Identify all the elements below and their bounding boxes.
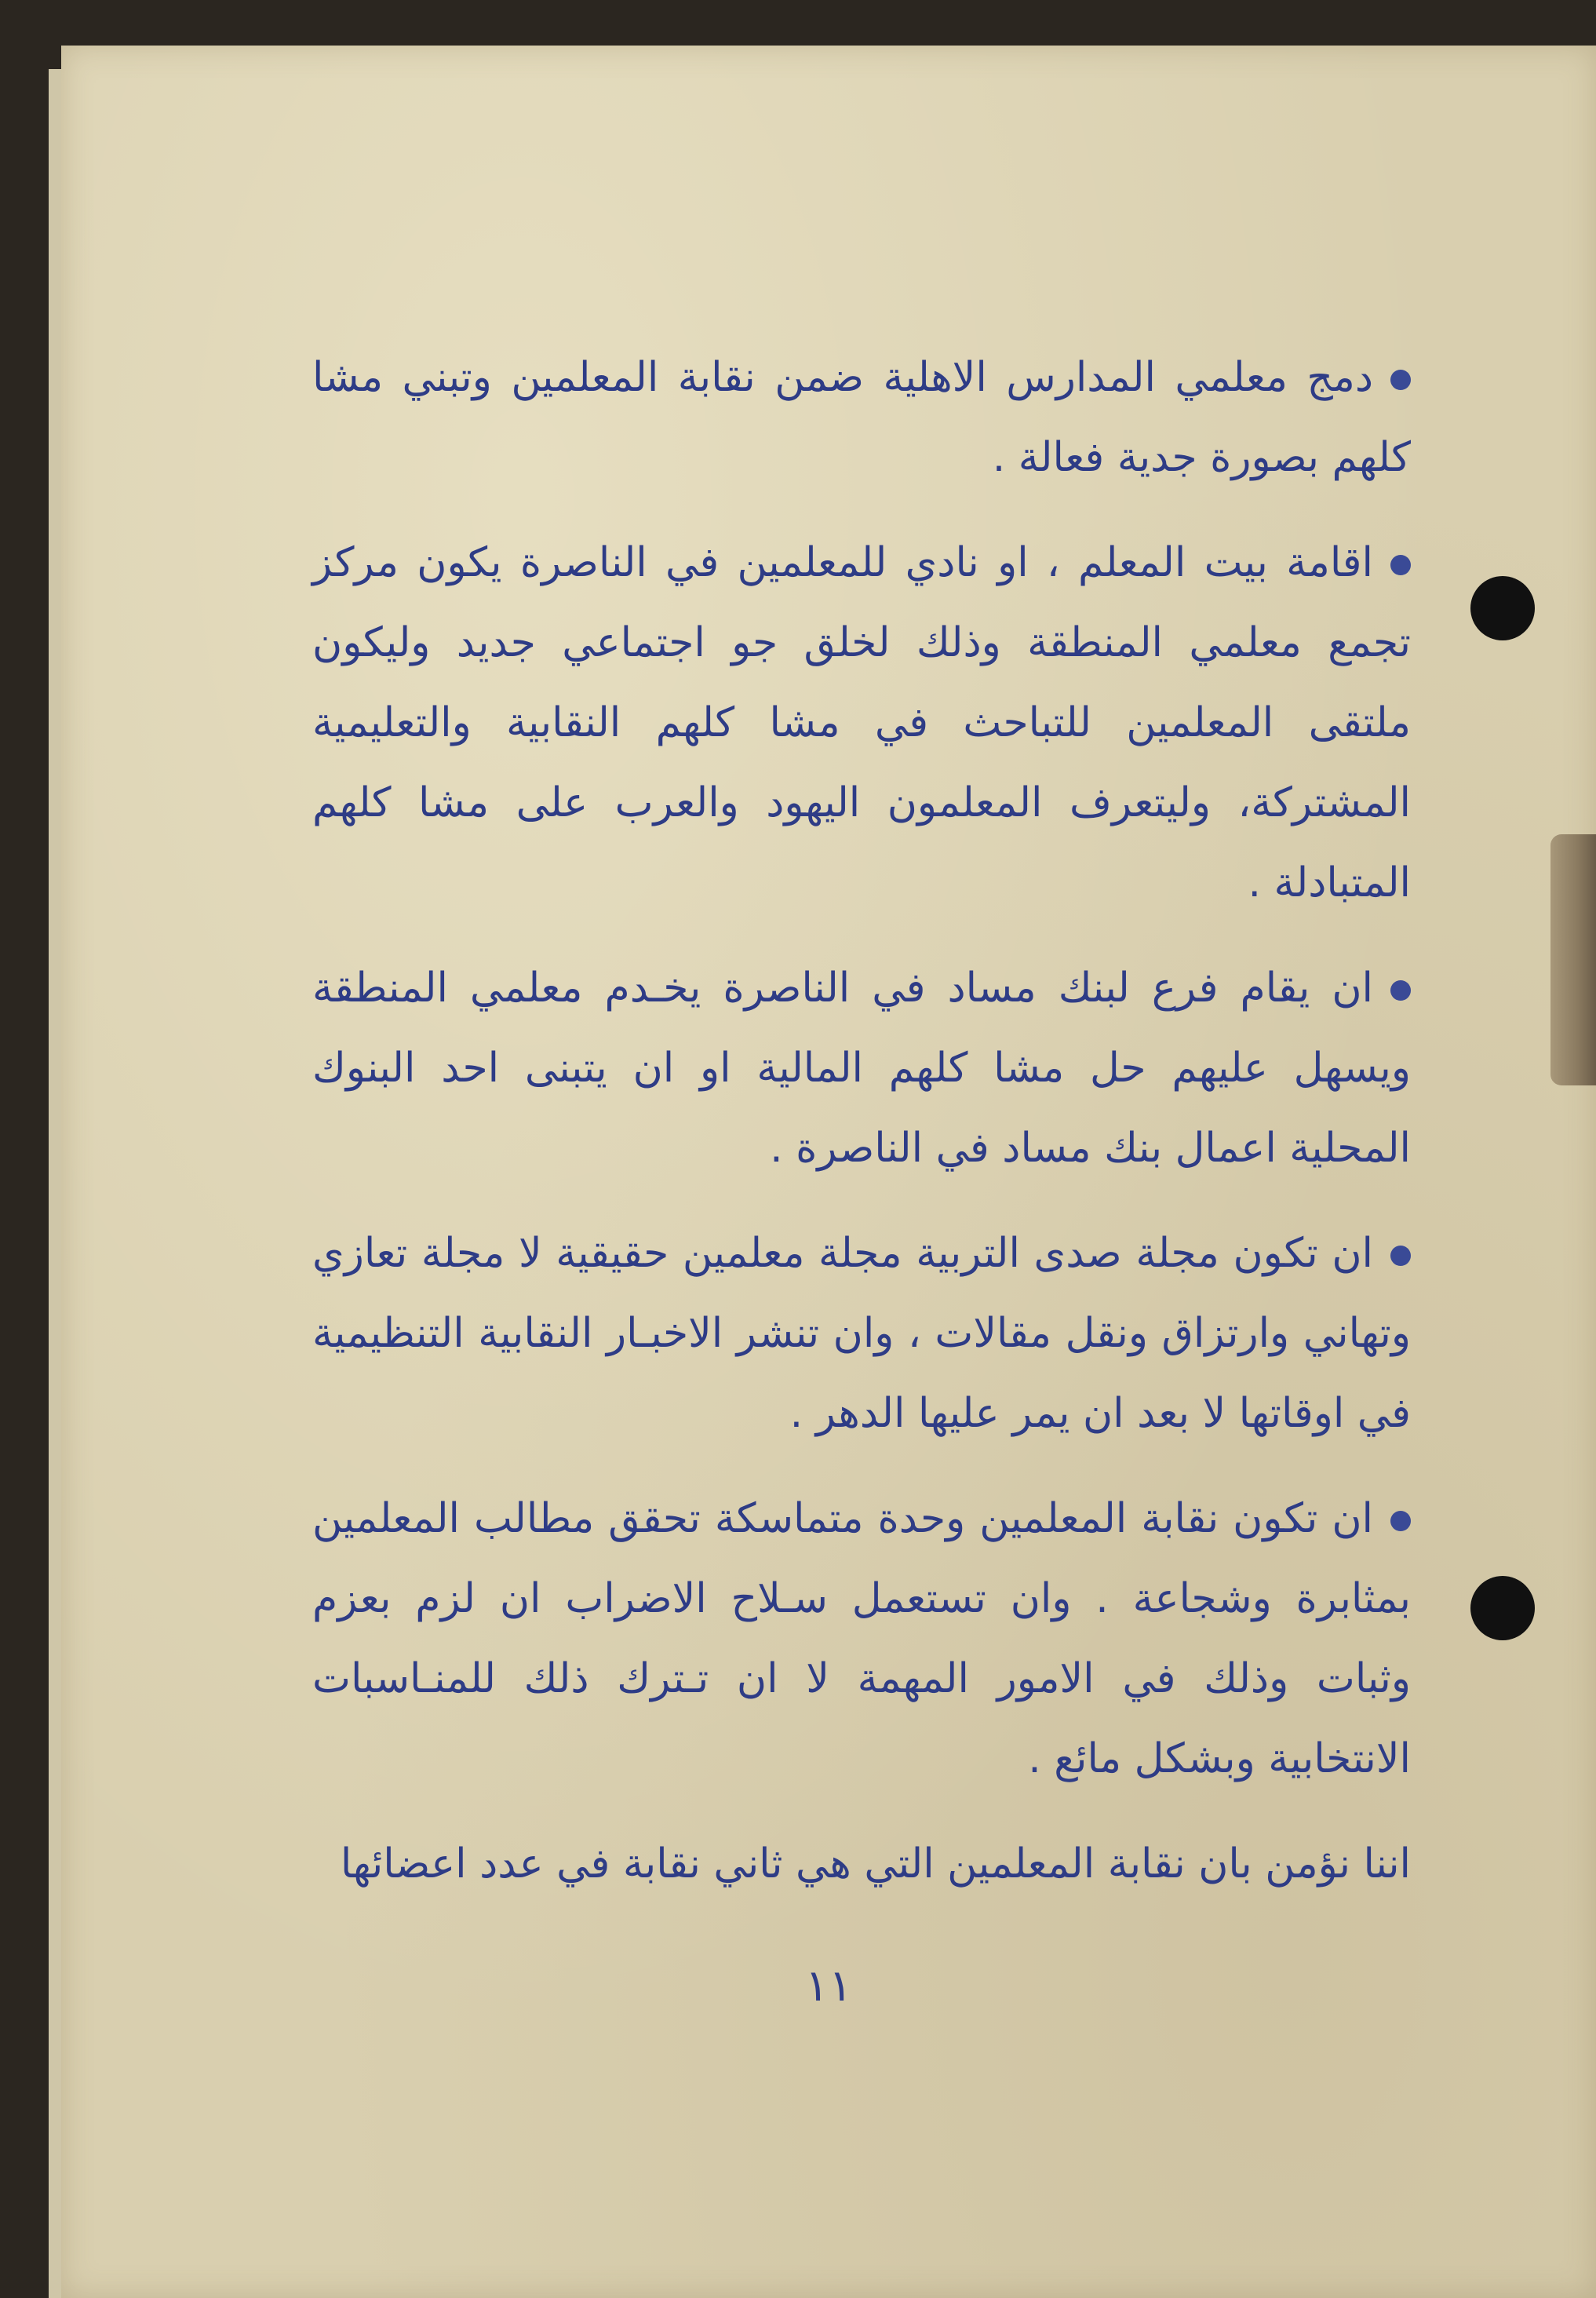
- bullet-paragraph-2: [312, 523, 1411, 923]
- bullet-paragraph-1: [312, 337, 1411, 498]
- bullet-icon: [1390, 555, 1411, 575]
- paragraph-text: ان تكون مجلة صدى التربية مجلة معلمين حقيقية لا مجلة تعازي وتهاني وارتزاق ونقل مقالات ، وان تنشر الاخبـار النقابية التنظيمية في اوقاتها لا بعد ان يمر عليها الدهر .: [312, 1230, 1411, 1437]
- binding-clip: [1550, 834, 1596, 1085]
- paragraph-text: اقامة بيت المعلم ، او نادي للمعلمين في الناصرة يكون مركز تجمع معلمي المنطقة وذلك لخلق جو اجتماعي جديد وليكون ملتقى المعلمين للتباحث في مشا كلهم النقابية والتعليمية المشتركة، وليتعرف المعلمون اليهود والعرب على مشا كلهم المتبادلة .: [312, 539, 1411, 906]
- paragraph-text: دمج معلمي المدارس الاهلية ضمن نقابة المعلمين وتبني مشا كلهم بصورة جدية فعالة .: [312, 354, 1411, 481]
- paragraph-text: ان تكون نقابة المعلمين وحدة متماسكة تحقق مطالب المعلمين بمثابرة وشجاعة . وان تستعمل سـلاح الاضراب ان لزم بعزم وثبات وذلك في الامور المهمة لا ان تـترك ذلك للمنـاسبات الانتخابية وبشكل مائع .: [312, 1495, 1411, 1782]
- bullet-icon: [1390, 1511, 1411, 1531]
- bullet-paragraph-5: [312, 1479, 1411, 1799]
- closing-line: اننا نؤمن بان نقابة المعلمين التي هي ثاني نقابة في عدد اعضائها: [340, 1840, 1411, 1888]
- document-page: [61, 46, 1596, 2298]
- bullet-icon: [1390, 980, 1411, 1001]
- bullet-icon: [1390, 1246, 1411, 1266]
- body-text: [312, 337, 1411, 1929]
- punch-hole-lower: [1470, 1576, 1535, 1640]
- bullet-icon: [1390, 370, 1411, 390]
- bullet-paragraph-4: [312, 1213, 1411, 1454]
- punch-hole-upper: [1470, 576, 1535, 640]
- bullet-paragraph-3: [312, 948, 1411, 1188]
- page-number: ١١: [804, 1961, 853, 2012]
- paragraph-text: ان يقام فرع لبنك مساد في الناصرة يخـدم معلمي المنطقة ويسهل عليهم حل مشا كلهم المالية او ان يتبنى احد البنوك المحلية اعمال بنك مساد في الناصرة .: [312, 965, 1411, 1172]
